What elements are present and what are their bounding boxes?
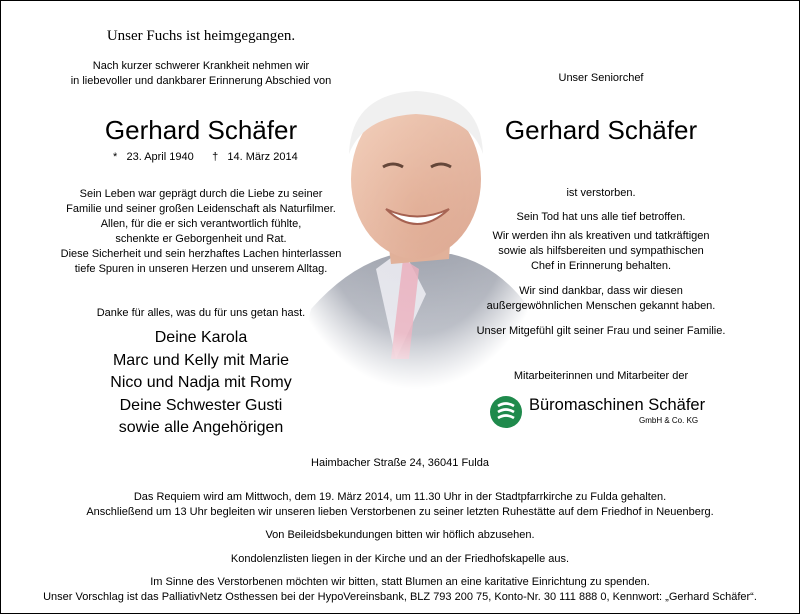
address: Haimbacher Straße 24, 36041 Fulda — [311, 457, 489, 469]
tribute-line: Diese Sicherheit und sein herzhaftes Lachen hinterlassen — [60, 248, 342, 260]
life-dates — [113, 150, 298, 165]
condolence-note: Von Beileidsbekundungen bitten wir höflich abzusehen. — [265, 529, 535, 541]
right-line: Sein Tod hat uns alle tief betroffen. — [516, 211, 686, 223]
tribute-line: tiefe Spuren in unseren Herzen und unserem Alltag. — [74, 263, 328, 275]
intro-line: in liebevoller und dankbarer Erinnerung Abschied von — [70, 75, 332, 87]
family-member: Deine Schwester Gusti — [119, 396, 283, 414]
right-line: ist verstorben. — [566, 187, 636, 199]
right-line: Unser Mitgefühl gilt seiner Frau und seiner Familie. — [476, 325, 726, 337]
right-line: Wir sind dankbar, dass wir diesen — [519, 285, 683, 297]
right-line: außergewöhnlichen Menschen gekannt haben. — [486, 300, 716, 312]
company-logo-icon — [489, 395, 523, 429]
company-suffix: GmbH & Co. KG — [639, 416, 699, 425]
tribute-line: Allen, für die er sich verantwortlich fühlte, — [100, 218, 302, 230]
donation-line: Im Sinne des Verstorbenen möchten wir bitten, statt Blumen an eine karitative Einrichtung zu spenden. — [150, 576, 650, 588]
donation-info — [1, 575, 799, 605]
requiem-line: Das Requiem wird am Mittwoch, dem 19. März 2014, um 11.30 Uhr in der Stadtpfarrkirche zu Fulda gehalten. — [133, 491, 667, 503]
headline: Unser Fuchs ist heimgegangen. — [106, 28, 296, 44]
company-intro: Unser Seniorchef — [558, 72, 644, 84]
birth-date: 23. April 1940 — [126, 151, 194, 163]
death-symbol: † — [212, 151, 219, 163]
intro-text — [51, 59, 351, 89]
condolence-lists: Kondolenzlisten liegen in der Kirche und an der Friedhofskapelle aus. — [230, 553, 570, 565]
family-member: Marc und Kelly mit Marie — [112, 351, 290, 369]
tribute-line: Familie und seiner großen Leidenschaft als Naturfilmer. — [66, 203, 336, 215]
intro-line: Nach kurzer schwerer Krankheit nehmen wir — [92, 60, 310, 72]
right-line: sowie als hilfsbereiten und sympathischen — [498, 245, 704, 257]
right-line: Wir werden ihn als kreativen und tatkräftigen — [492, 230, 710, 242]
requiem-line: Anschließend um 13 Uhr begleiten wir unseren lieben Verstorbenen zu seiner letzten Ruhestätte auf dem Friedhof in Neuenberg. — [86, 506, 714, 518]
requiem-info — [1, 490, 799, 520]
family-signatures — [51, 327, 351, 440]
company-name: Büromaschinen Schäfer — [529, 396, 706, 414]
family-member: Deine Karola — [154, 329, 248, 346]
deceased-name: Gerhard Schäfer — [104, 115, 298, 145]
thanks-line: Danke für alles, was du für uns getan hast. — [96, 307, 306, 319]
family-member: Nico und Nadja mit Romy — [110, 374, 292, 391]
right-paragraph — [451, 284, 751, 314]
company-logo — [489, 393, 729, 433]
staff-line: Mitarbeiterinnen und Mitarbeiter der — [513, 370, 689, 382]
donation-line: Unser Vorschlag ist das PalliativNetz Osthessen bei der HypoVereinsbank, BLZ 793 200 75, Konto-Nr. 30 111 888 0, Kennwort: „Gerhard Schäfer“. — [43, 591, 757, 603]
death-date: 14. März 2014 — [227, 151, 298, 163]
right-line: Chef in Erinnerung behalten. — [530, 260, 672, 272]
right-deceased-name: Gerhard Schäfer — [504, 115, 698, 145]
tribute-line: Sein Leben war geprägt durch die Liebe zu seiner — [79, 188, 323, 200]
tribute-text — [41, 187, 361, 277]
right-paragraph — [451, 229, 751, 274]
birth-symbol: * — [113, 151, 118, 163]
family-member: sowie alle Angehörigen — [118, 419, 284, 436]
tribute-line: schenkte er Geborgenheit und Rat. — [115, 233, 287, 245]
